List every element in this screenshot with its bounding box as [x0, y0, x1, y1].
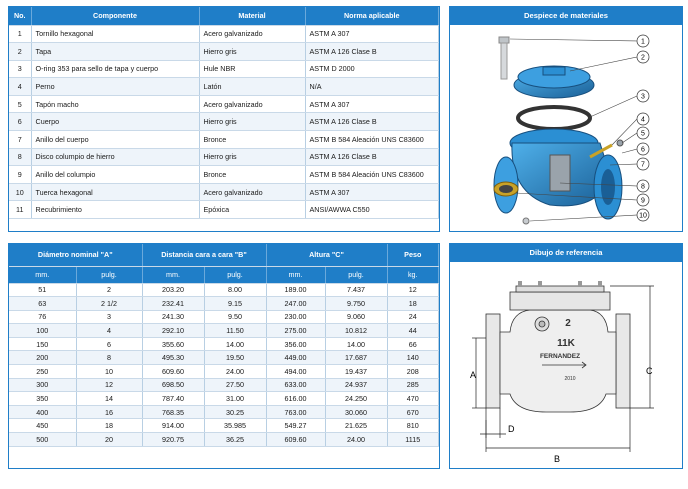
component-cell: Recubrimiento: [31, 201, 199, 219]
dimension-cell: 76: [9, 310, 76, 324]
dimension-cell: 18: [387, 297, 439, 311]
dimension-cell: 2: [76, 283, 142, 297]
callout-3: [637, 90, 649, 102]
dimension-cell: 470: [387, 392, 439, 406]
callout-6: [637, 143, 649, 155]
material-cell: Acero galvanizado: [199, 95, 305, 113]
reference-valve-drawing: [450, 262, 682, 468]
exploded-view-panel: [449, 6, 683, 232]
reference-drawing-title: Dibujo de referencia: [450, 244, 682, 262]
dimension-row: [9, 337, 439, 351]
dimension-cell: 208: [387, 365, 439, 379]
norm-cell: ASTM A 126 Clase B: [305, 148, 439, 166]
dimension-cell: 549.27: [266, 419, 325, 433]
dimension-cell: 810: [387, 419, 439, 433]
dimension-cell: 787.40: [142, 392, 204, 406]
label-d: D: [508, 424, 515, 434]
material-row: [9, 113, 439, 131]
material-cell: Epóxica: [199, 201, 305, 219]
unit-header: mm.: [266, 266, 325, 283]
dimension-cell: 350: [9, 392, 76, 406]
dimension-cell: 356.00: [266, 337, 325, 351]
dimension-cell: 8: [76, 351, 142, 365]
dimension-cell: 44: [387, 324, 439, 338]
dimension-cell: 495.30: [142, 351, 204, 365]
header-height: Altura "C": [266, 244, 387, 266]
component-cell: Anillo del columpio: [31, 166, 199, 184]
dimension-cell: 609.60: [142, 365, 204, 379]
dimension-cell: 9.15: [204, 297, 266, 311]
header-weight: Peso: [387, 244, 439, 266]
component-cell: Tapa: [31, 43, 199, 61]
dimension-cell: 19.50: [204, 351, 266, 365]
callout-10: [637, 209, 649, 221]
row-number: 10: [9, 183, 31, 201]
header-no: No.: [9, 7, 31, 25]
dimension-cell: 12: [387, 283, 439, 297]
cover-part: [514, 66, 594, 98]
dimension-row: [9, 433, 439, 447]
dimension-row: [9, 297, 439, 311]
dimension-cell: 6: [76, 337, 142, 351]
dimension-cell: 2 1/2: [76, 297, 142, 311]
norm-cell: ASTM A 126 Clase B: [305, 43, 439, 61]
dimension-cell: 275.00: [266, 324, 325, 338]
dimension-cell: 200: [9, 351, 76, 365]
dimension-cell: 30.25: [204, 405, 266, 419]
swing-disc-part: [494, 182, 518, 196]
material-cell: Latón: [199, 78, 305, 96]
valve-outline: [486, 286, 630, 412]
dimension-cell: 203.20: [142, 283, 204, 297]
dimension-cell: 914.00: [142, 419, 204, 433]
dimension-row: [9, 365, 439, 379]
callout-labels: [637, 35, 649, 221]
dimension-cell: 8.00: [204, 283, 266, 297]
dimension-cell: 1115: [387, 433, 439, 447]
dimension-cell: 9.50: [204, 310, 266, 324]
dimension-cell: 10.812: [325, 324, 387, 338]
dimension-cell: 31.00: [204, 392, 266, 406]
material-cell: Hierro gris: [199, 113, 305, 131]
material-cell: Bronce: [199, 166, 305, 184]
dimension-cell: 189.00: [266, 283, 325, 297]
dimension-cell: 300: [9, 378, 76, 392]
norm-cell: ASTM A 307: [305, 25, 439, 43]
row-number: 11: [9, 201, 31, 219]
dimension-cell: 449.00: [266, 351, 325, 365]
dimension-cell: 24: [387, 310, 439, 324]
dimension-cell: 670: [387, 405, 439, 419]
dimension-cell: 19.437: [325, 365, 387, 379]
row-number: 2: [9, 43, 31, 61]
dimension-cell: 14.00: [204, 337, 266, 351]
callout-7: [637, 158, 649, 170]
header-norm: Norma aplicable: [305, 7, 439, 25]
dimension-cell: 763.00: [266, 405, 325, 419]
dimension-cell: 450: [9, 419, 76, 433]
component-cell: Tuerca hexagonal: [31, 183, 199, 201]
dimension-cell: 920.75: [142, 433, 204, 447]
dimension-cell: 285: [387, 378, 439, 392]
cast-model: 11K: [557, 338, 575, 349]
callout-1: [637, 35, 649, 47]
component-cell: O-ring 353 para sello de tapa y cuerpo: [31, 60, 199, 78]
unit-header: kg.: [387, 266, 439, 283]
dimension-cell: 494.00: [266, 365, 325, 379]
dimension-row: [9, 392, 439, 406]
callout-number: 8: [641, 183, 645, 191]
dimension-cell: 500: [9, 433, 76, 447]
norm-cell: ASTM A 126 Clase B: [305, 113, 439, 131]
norm-cell: ASTM A 307: [305, 95, 439, 113]
dimension-cell: 241.30: [142, 310, 204, 324]
dimension-cell: 230.00: [266, 310, 325, 324]
material-row: [9, 43, 439, 61]
callout-5: [637, 127, 649, 139]
material-row: [9, 148, 439, 166]
callout-number: 2: [641, 54, 645, 62]
dimension-cell: 17.687: [325, 351, 387, 365]
material-row: [9, 166, 439, 184]
callout-number: 4: [641, 116, 645, 124]
norm-cell: ASTM B 584 Aleación UNS C83600: [305, 166, 439, 184]
dimension-cell: 20: [76, 433, 142, 447]
dimension-d: [480, 408, 506, 438]
dimension-cell: 12: [76, 378, 142, 392]
material-row: [9, 183, 439, 201]
norm-cell: N/A: [305, 78, 439, 96]
callout-number: 10: [639, 212, 647, 220]
dimension-cell: 633.00: [266, 378, 325, 392]
dimension-cell: 609.60: [266, 433, 325, 447]
callout-2: [637, 51, 649, 63]
dimension-cell: 150: [9, 337, 76, 351]
dimension-cell: 21.625: [325, 419, 387, 433]
dimensions-panel: [8, 243, 440, 469]
dimension-cell: 250: [9, 365, 76, 379]
o-ring-part: [518, 107, 590, 129]
norm-cell: ASTM B 584 Aleación UNS C83600: [305, 131, 439, 149]
header-component: Componente: [31, 7, 199, 25]
callout-9: [637, 194, 649, 206]
dimension-cell: 24.00: [204, 365, 266, 379]
materials-panel: [8, 6, 440, 232]
material-cell: Hierro gris: [199, 148, 305, 166]
material-row: [9, 95, 439, 113]
dimension-cell: 292.10: [142, 324, 204, 338]
callout-number: 1: [641, 38, 645, 46]
row-number: 5: [9, 95, 31, 113]
exploded-view-title: Despiece de materiales: [450, 7, 682, 25]
dimension-cell: 63: [9, 297, 76, 311]
material-row: [9, 78, 439, 96]
dimension-row: [9, 324, 439, 338]
dimension-cell: 3: [76, 310, 142, 324]
dimensions-table: [9, 244, 439, 447]
norm-cell: ANSI/AWWA C550: [305, 201, 439, 219]
materials-table: [9, 7, 439, 219]
dimension-cell: 9.060: [325, 310, 387, 324]
hex-nut-part: [523, 218, 529, 224]
row-number: 3: [9, 60, 31, 78]
component-cell: Tapón macho: [31, 95, 199, 113]
dimension-cell: 14: [76, 392, 142, 406]
callout-number: 7: [641, 161, 645, 169]
component-cell: Cuerpo: [31, 113, 199, 131]
dimension-cell: 24.00: [325, 433, 387, 447]
material-cell: Acero galvanizado: [199, 25, 305, 43]
valve-body-part: [494, 129, 622, 219]
dimension-cell: 30.060: [325, 405, 387, 419]
dimension-cell: 4: [76, 324, 142, 338]
component-cell: Anillo del cuerpo: [31, 131, 199, 149]
dimension-cell: 27.50: [204, 378, 266, 392]
row-number: 4: [9, 78, 31, 96]
cast-year: 2010: [564, 376, 576, 382]
norm-cell: ASTM A 307: [305, 183, 439, 201]
dimension-cell: 616.00: [266, 392, 325, 406]
dimension-cell: 10: [76, 365, 142, 379]
dimension-row: [9, 419, 439, 433]
row-number: 6: [9, 113, 31, 131]
label-a: A: [470, 370, 477, 380]
dimension-cell: 698.50: [142, 378, 204, 392]
material-row: [9, 25, 439, 43]
row-number: 9: [9, 166, 31, 184]
callout-number: 5: [641, 130, 645, 138]
dimension-row: [9, 405, 439, 419]
dimension-cell: 247.00: [266, 297, 325, 311]
dimension-cell: 24.937: [325, 378, 387, 392]
header-face: Distancia cara a cara "B": [142, 244, 266, 266]
dimension-cell: 768.35: [142, 405, 204, 419]
unit-header: pulg.: [204, 266, 266, 283]
dimension-cell: 9.750: [325, 297, 387, 311]
row-number: 1: [9, 25, 31, 43]
header-material: Material: [199, 7, 305, 25]
dimension-row: [9, 283, 439, 297]
dimension-cell: 14.00: [325, 337, 387, 351]
label-b: B: [554, 454, 561, 464]
material-row: [9, 131, 439, 149]
header-diameter: Diámetro nominal "A": [9, 244, 142, 266]
dimension-cell: 36.25: [204, 433, 266, 447]
callout-number: 3: [641, 93, 645, 101]
dimension-row: [9, 310, 439, 324]
dimension-cell: 355.60: [142, 337, 204, 351]
dimension-cell: 232.41: [142, 297, 204, 311]
row-number: 8: [9, 148, 31, 166]
dimension-cell: 18: [76, 419, 142, 433]
dimension-cell: 11.50: [204, 324, 266, 338]
cast-size: 2: [565, 318, 571, 329]
dimension-cell: 16: [76, 405, 142, 419]
material-row: [9, 60, 439, 78]
reference-drawing-panel: [449, 243, 683, 469]
unit-header: pulg.: [325, 266, 387, 283]
callout-number: 9: [641, 197, 645, 205]
dimension-cell: 51: [9, 283, 76, 297]
callout-number: 6: [641, 146, 645, 154]
component-cell: Tornillo hexagonal: [31, 25, 199, 43]
material-cell: Hierro gris: [199, 43, 305, 61]
material-cell: Bronce: [199, 131, 305, 149]
norm-cell: ASTM D 2000: [305, 60, 439, 78]
dimension-cell: 24.250: [325, 392, 387, 406]
component-cell: Disco columpio de hierro: [31, 148, 199, 166]
material-cell: Acero galvanizado: [199, 183, 305, 201]
unit-header: pulg.: [76, 266, 142, 283]
label-c: C: [646, 366, 653, 376]
material-row: [9, 201, 439, 219]
dimension-cell: 100: [9, 324, 76, 338]
dimension-row: [9, 351, 439, 365]
row-number: 7: [9, 131, 31, 149]
hex-bolt-part: [499, 37, 509, 79]
dimension-cell: 66: [387, 337, 439, 351]
dimension-cell: 35.985: [204, 419, 266, 433]
dimension-cell: 7.437: [325, 283, 387, 297]
material-cell: Hule NBR: [199, 60, 305, 78]
callout-8: [637, 180, 649, 192]
dimension-row: [9, 378, 439, 392]
callout-4: [637, 113, 649, 125]
dimension-cell: 140: [387, 351, 439, 365]
unit-header: mm.: [142, 266, 204, 283]
component-cell: Perno: [31, 78, 199, 96]
unit-header: mm.: [9, 266, 76, 283]
cast-brand: FERNANDEZ: [539, 353, 581, 360]
exploded-valve-illustration: [450, 25, 682, 231]
dimension-cell: 400: [9, 405, 76, 419]
